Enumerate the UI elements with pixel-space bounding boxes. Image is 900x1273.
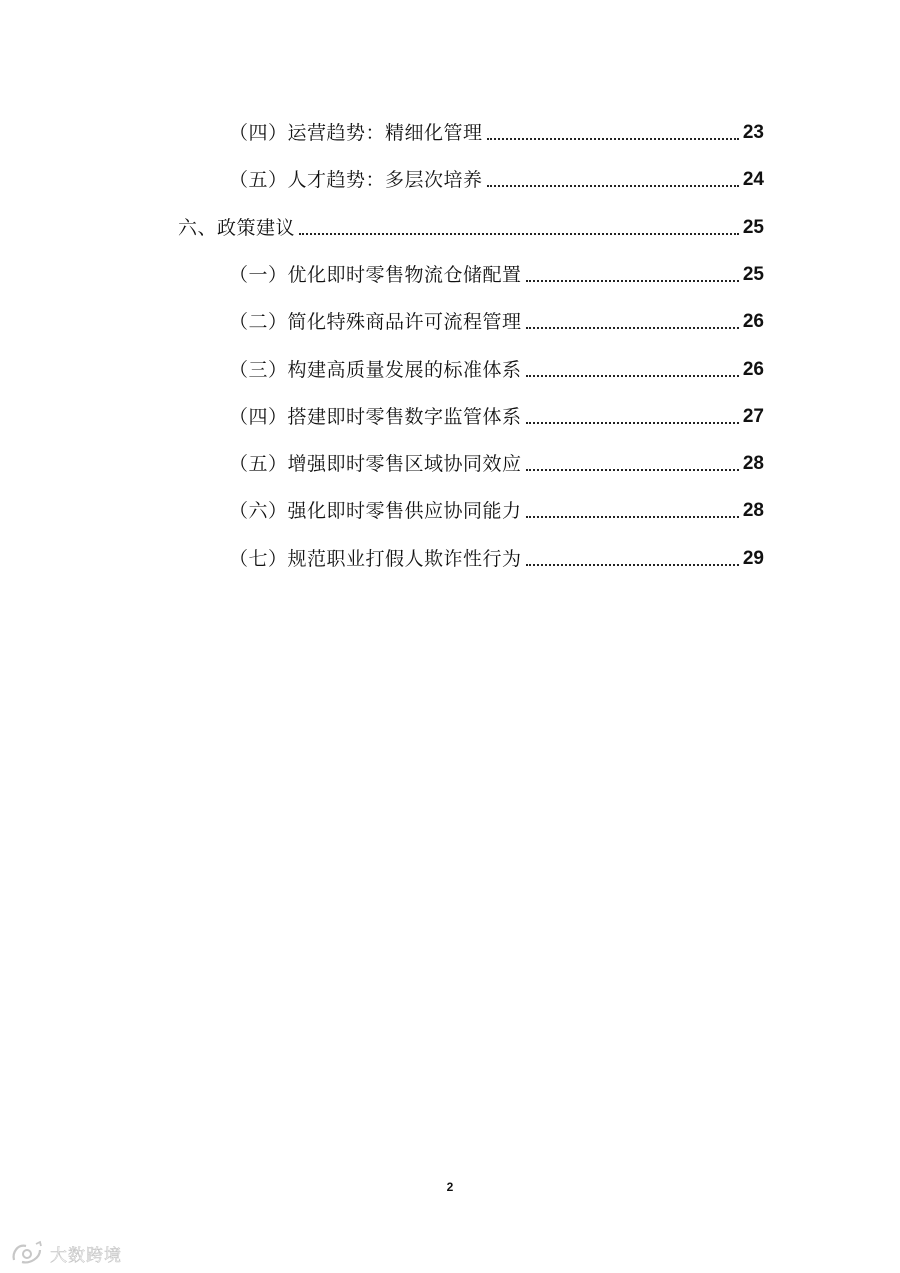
toc-entry[interactable]	[229, 165, 764, 195]
toc-entry[interactable]	[229, 402, 764, 432]
toc-entry-page: 24	[742, 169, 764, 190]
toc-entry-title: 六、政策建议	[178, 217, 296, 239]
watermark-text: 大数跨境	[50, 1245, 122, 1266]
toc-entry-title: （七）规范职业打假人欺诈性行为	[229, 548, 522, 570]
toc-entry-page: 26	[742, 359, 764, 380]
toc-entry-page: 23	[742, 122, 764, 143]
toc-entry-title: （五）增强即时零售区域协同效应	[229, 453, 522, 475]
toc-entry[interactable]	[178, 213, 764, 243]
page-number: 2	[446, 1180, 454, 1194]
toc-entry-page: 26	[742, 311, 764, 332]
toc-entry[interactable]	[229, 118, 764, 148]
toc-entry[interactable]	[229, 307, 764, 337]
toc-leader-dots	[526, 469, 739, 471]
toc-entry[interactable]	[229, 449, 764, 479]
toc-entry-page: 28	[742, 500, 764, 521]
toc-entry[interactable]	[229, 260, 764, 290]
toc-entry-page: 29	[742, 548, 764, 569]
toc-entry-title: （二）简化特殊商品许可流程管理	[229, 311, 522, 333]
toc-leader-dots	[526, 422, 739, 424]
toc-entry-title: （一）优化即时零售物流仓储配置	[229, 264, 522, 286]
toc-leader-dots	[487, 185, 739, 187]
toc-entry[interactable]	[229, 544, 764, 574]
toc-leader-dots	[526, 280, 739, 282]
toc-entry-page: 25	[742, 264, 764, 285]
toc-entry-page: 28	[742, 453, 764, 474]
toc-entry-title: （六）强化即时零售供应协同能力	[229, 500, 522, 522]
watermark	[10, 1240, 122, 1266]
toc-entry[interactable]	[229, 496, 764, 526]
toc-entry-title: （四）运营趋势：精细化管理	[229, 122, 483, 144]
watermark-logo-icon	[10, 1240, 46, 1266]
toc-entry-page: 27	[742, 406, 764, 427]
toc-entry-page: 25	[742, 217, 764, 238]
toc-leader-dots	[526, 327, 739, 329]
toc-leader-dots	[526, 375, 739, 377]
toc-leader-dots	[299, 233, 739, 235]
toc-leader-dots	[487, 138, 739, 140]
toc-entry-title: （五）人才趋势：多层次培养	[229, 169, 483, 191]
toc-leader-dots	[526, 516, 739, 518]
toc-entry[interactable]	[229, 355, 764, 385]
toc-entry-title: （四）搭建即时零售数字监管体系	[229, 406, 522, 428]
toc-entry-title: （三）构建高质量发展的标准体系	[229, 359, 522, 381]
toc-leader-dots	[526, 564, 739, 566]
